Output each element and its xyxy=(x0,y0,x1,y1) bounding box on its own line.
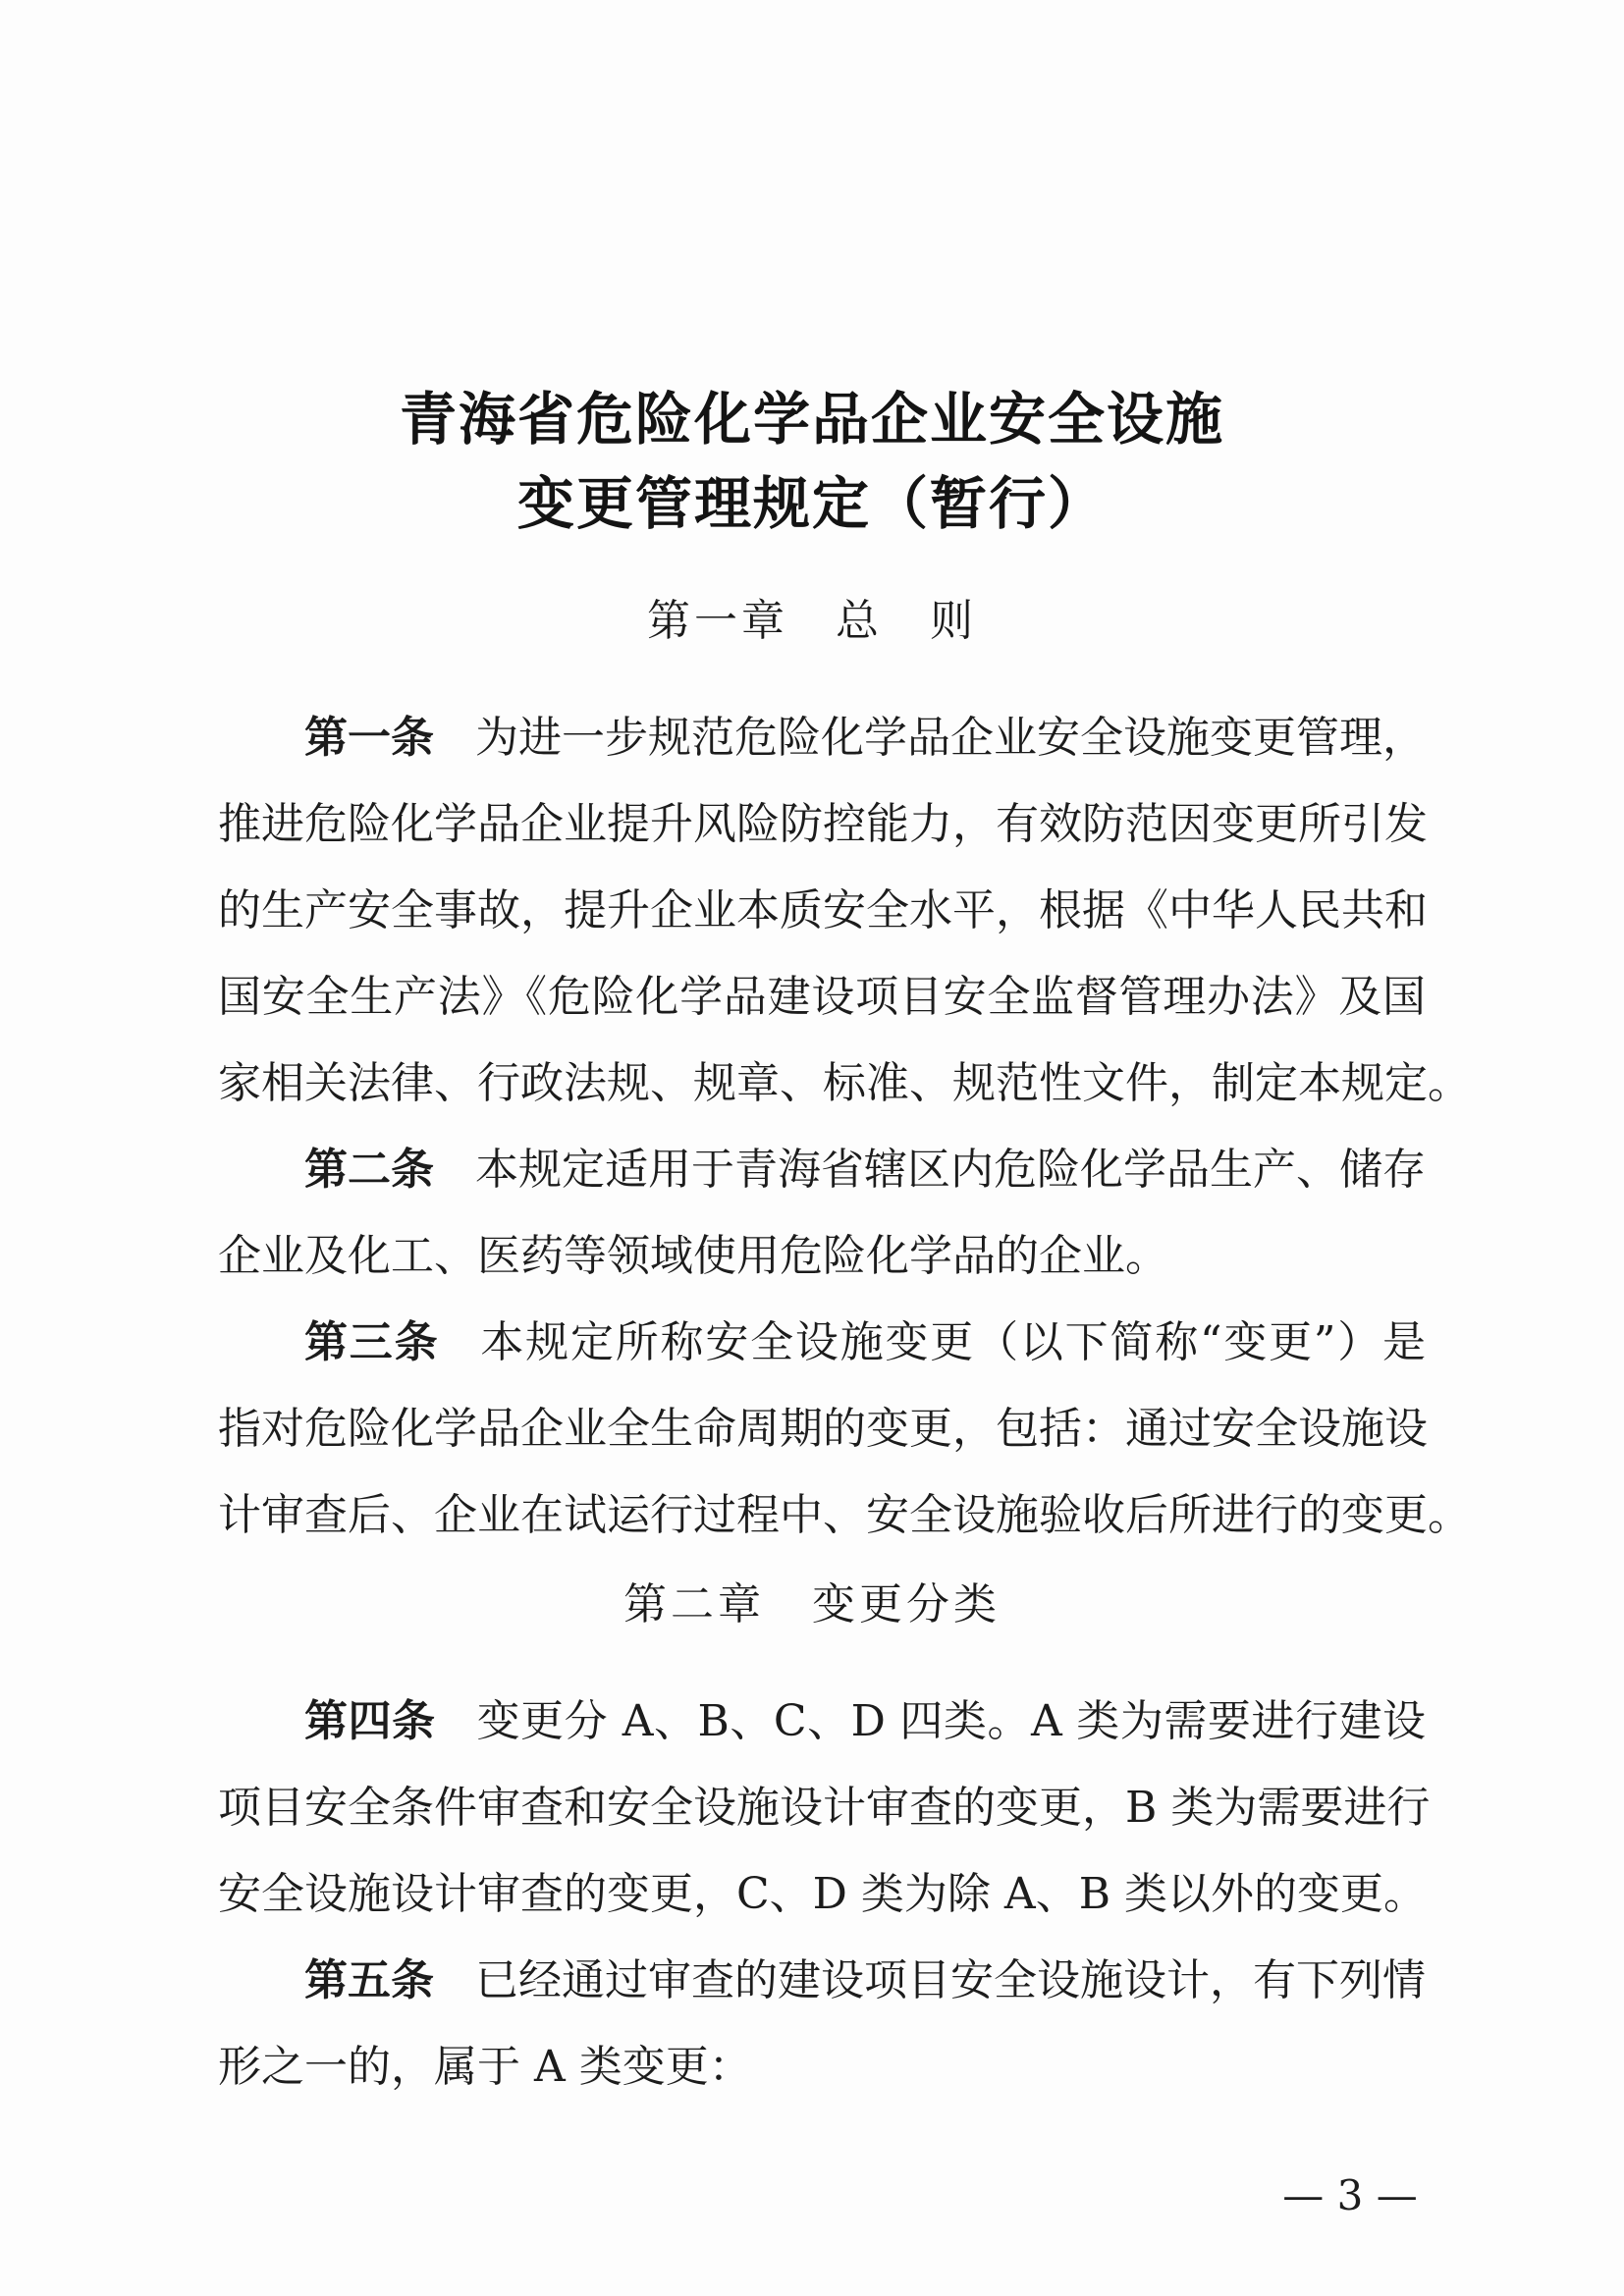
article-5-line-1: 已经通过审查的建设项目安全设施设计，有下列情 xyxy=(475,1955,1426,2005)
article-1-line-5: 家相关法律、行政法规、规章、标准、规范性文件，制定本规定。 xyxy=(218,1058,1471,1108)
article-1-line-1: 为进一步规范危险化学品企业安全设施变更管理， xyxy=(475,713,1426,763)
article-1-line-2: 推进危险化学品企业提升风险防控能力，有效防范因变更所引发 xyxy=(218,799,1428,849)
article-5-paragraph xyxy=(304,1953,1426,2008)
page-number: — 3 — xyxy=(1282,2171,1418,2219)
article-3-paragraph xyxy=(304,1315,1426,1370)
article-1-line-3: 的生产安全事故，提升企业本质安全水平，根据《中华人民共和 xyxy=(218,885,1428,935)
article-2-paragraph xyxy=(304,1143,1426,1198)
article-3-label: 第三条 xyxy=(304,1317,440,1367)
article-5-label: 第五条 xyxy=(304,1955,434,2005)
document-title-line-2: 变更管理规定（暂行） xyxy=(516,470,1107,537)
article-4-label: 第四条 xyxy=(304,1696,436,1746)
article-4-line-2: 项目安全条件审查和安全设施设计审查的变更，B 类为需要进行 xyxy=(218,1783,1431,1833)
document-title-line-1: 青海省危险化学品企业安全设施 xyxy=(399,386,1224,453)
article-5-line-2: 形之一的，属于 A 类变更： xyxy=(218,2042,752,2092)
article-3-line-3: 计审查后、企业在试运行过程中、安全设施验收后所进行的变更。 xyxy=(218,1490,1471,1540)
chapter-1-heading: 第一章 总 则 xyxy=(647,596,977,646)
article-2-line-1: 本规定适用于青海省辖区内危险化学品生产、储存 xyxy=(475,1145,1426,1195)
chapter-2-heading: 第二章 变更分类 xyxy=(623,1579,1001,1629)
article-1-label: 第一条 xyxy=(304,713,434,763)
article-4-paragraph xyxy=(304,1694,1426,1749)
article-1-line-4: 国安全生产法》《危险化学品建设项目安全监督管理办法》及国 xyxy=(218,972,1426,1022)
article-2-label: 第二条 xyxy=(304,1145,434,1195)
article-3-line-1: 本规定所称安全设施变更（以下简称“变更”）是 xyxy=(480,1317,1426,1367)
article-2-line-2: 企业及化工、医药等领域使用危险化学品的企业。 xyxy=(218,1231,1168,1281)
article-1-paragraph xyxy=(304,711,1426,766)
article-3-line-2: 指对危险化学品企业全生命周期的变更，包括：通过安全设施设 xyxy=(218,1404,1428,1454)
article-4-line-1: 变更分 A、B、C、D 四类。A 类为需要进行建设 xyxy=(476,1696,1426,1746)
article-4-line-3: 安全设施设计审查的变更，C、D 类为除 A、B 类以外的变更。 xyxy=(218,1869,1428,1919)
